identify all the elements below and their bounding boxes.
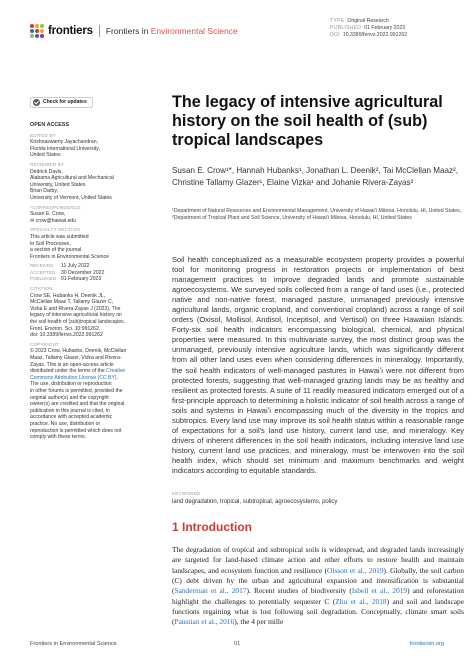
- brand-name: frontiers: [48, 25, 93, 37]
- license-link[interactable]: Creative Commons Attribution License (CC BY): [30, 368, 126, 381]
- citation-link[interactable]: Isbell et al., 2019: [351, 586, 408, 596]
- journal-name: Frontiers in Environmental Science: [105, 26, 238, 36]
- meta-published: PUBLISHED 01 February 2023: [330, 25, 406, 32]
- article-sidebar: [30, 97, 148, 444]
- keywords: land degradation, tropical, subtropical, agroecosystems, policy: [172, 499, 338, 505]
- citation-link[interactable]: Olsson et al., 2019: [327, 565, 384, 575]
- specialty-label: SPECIALTY SECTION: [30, 227, 80, 233]
- page-number: 01: [234, 641, 241, 647]
- footer-site-link[interactable]: frontiersin.org: [409, 641, 444, 647]
- meta-doi[interactable]: DOI 10.3389/fenvs.2022.991262: [330, 32, 408, 39]
- section-heading-introduction: 1 Introduction: [172, 520, 252, 534]
- affiliations: ¹Department of Natural Resources and Environmental Management, University of Hawaiʻi Mānoa, Honolulu, HI, United States, ²Department of Tropical Plant and Soil Science, University of Hawaiʻi Mānoa, Honolulu, HI, United States: [172, 208, 462, 221]
- open-access-label: OPEN ACCESS: [30, 122, 70, 128]
- check-updates-button[interactable]: [30, 97, 93, 108]
- abstract: Soil health conceptualized as a measurable ecosystem property provides a powerful tool for monitoring progress in restoration projects or implementation of best management practices to improve degraded lands and promote sustainable agroecosystems. We surveyed soils collected from a range of land uses (i.e., protected native and non-native forest, managed pasture, unmanaged previously intensive agricultural lands, organic cropland, and conventional cropland) across a range of soil orders (Oxisol, Mollisol, Andisol, Inceptisol, and Vertisol) on three Hawaiian Islands. Forty-six soil health indicators encompassing biological, chemical, and physical properties were measured. In this multivariate survey, the most distinct group was the unmanaged, previously intensive agriculture lands, which was significantly different from all other land uses even when considering differences in mineralogy. Importantly, the soil health indicators of well-managed pastures in Hawaiʻi were not different from protected forests, suggesting that well-managed grazing lands may be as healthy and resilient as protected forests. A suite of 11 readily measured indicators emerged out of a first-principle approach to determining a holistic indicator of soil health across a range of soils and systems in Hawaiʻi encompassing much of the diversity in the tropics and subtropics. Every land use may improve its soil health status within a reasonable range of expectations for a soil's land use history, current land use, and mineralogy. Key drivers of inherent differences in the soil health indicators, including intensive land use history, current land use practices, and mineralogy, must be interwoven into the soil health index, which should set minimum and maximum benchmarks and weight indicators according to equitable standards.: [172, 255, 464, 475]
- introduction-paragraph: The degradation of tropical and subtropical soils is widespread, and degraded lands increasingly are targeted for land-based climate action and other efforts to restore health and maintain landscapes, and ecosystem function and resilience (Olsson et al., 2019). Globally, the soil carbon (C) debt driven by the urban and agricultural expansion and intensification is substantial (Sanderman et al., 2017). Recent studies of biodiversity (Isbell et al., 2019) and reforestation highlight the challenges to potentially sequester C (Zhu et al., 2018) and soil and landscape functions regaining what is lost following soil degradation. Conceptually, climate smart soils (Paustian et al., 2016), the 4 per mille: [172, 545, 465, 627]
- keywords-label: KEYWORDS: [172, 491, 201, 496]
- reviewed-by: Dedrick Davis, Alabama Agricultural and Mechanical University, United States Brian Darby, University of Vermont, United States: [30, 168, 114, 201]
- edited-by: Krishnaswamy Jayachandran, Florida International University, United States: [30, 139, 100, 159]
- article-meta: [330, 18, 407, 40]
- journal-logo[interactable]: [30, 24, 238, 38]
- citation: Crow SE, Hubanks H, Deenik JL, McClellan Maaz T, Tallamy Glazer C, Vizka E and Rivera-Zayas J (2023), The legacy of intensive agricultural history on the soil health of (sub)tropical landscapes. Front. Environ. Sci. 10:991262. doi: 10.3389/fenvs.2022.991262: [30, 292, 126, 339]
- specialty-section: This article was submitted to Soil Processes, a section of the journal Frontiers in Environmental Science: [30, 233, 109, 260]
- page-footer: [30, 641, 444, 651]
- citation-link[interactable]: Sanderman et al., 2017: [174, 586, 247, 596]
- correspondence[interactable]: Susan E. Crow, ✉ crow@hawaii.edu: [30, 211, 76, 224]
- correspondence-label: *CORRESPONDENCE: [30, 204, 81, 210]
- article-dates: RECEIVED 11 July 2022 ACCEPTED 30 December 2022 PUBLISHED 01 February 2023: [30, 263, 105, 283]
- footer-journal: Frontiers in Environmental Science: [30, 641, 117, 647]
- citation-link[interactable]: Paustian et al., 2016: [174, 617, 235, 627]
- author-list: Susan E. Crow¹*, Hannah Hubanks¹, Jonathan L. Deenik², Tai McClellan Maaz², Christine Tallamy Glazer¹, Elaine Vizka¹ and Johanie Rivera-Zayas²: [172, 166, 458, 187]
- edited-by-label: EDITED BY: [30, 132, 57, 138]
- meta-type: TYPE Original Research: [330, 18, 389, 24]
- check-updates-label: Check for updates: [43, 99, 87, 106]
- logo-divider: [99, 25, 100, 37]
- reviewed-by-label: REVIEWED BY: [30, 161, 65, 167]
- article-title: The legacy of intensive agricultural history on the soil health of (sub) tropical landscapes: [172, 93, 443, 149]
- copyright-label: COPYRIGHT: [30, 341, 60, 347]
- check-icon: [33, 99, 40, 106]
- page-header: [0, 0, 474, 60]
- citation-link[interactable]: Zhu et al., 2018: [335, 596, 387, 606]
- copyright: © 2023 Crow, Hubanks, Deenik, McClellan Maaz, Tallamy Glazer, Vizka and Rivera- Zayas. This is an open-access article distributed under the terms of the Creative Commons Attribution License (CC BY). The use, distribution or reproduction in other forums is permitted, provided the original author(s) and the copyright owner(s) are credited and that the original publication in this journal is cited, in accordance with accepted academic practice. No use, distribution or reproduction is permitted which does not comply with these terms.: [30, 348, 127, 441]
- frontiers-logo-icon: [30, 24, 44, 38]
- citation-label: CITATION: [30, 286, 53, 292]
